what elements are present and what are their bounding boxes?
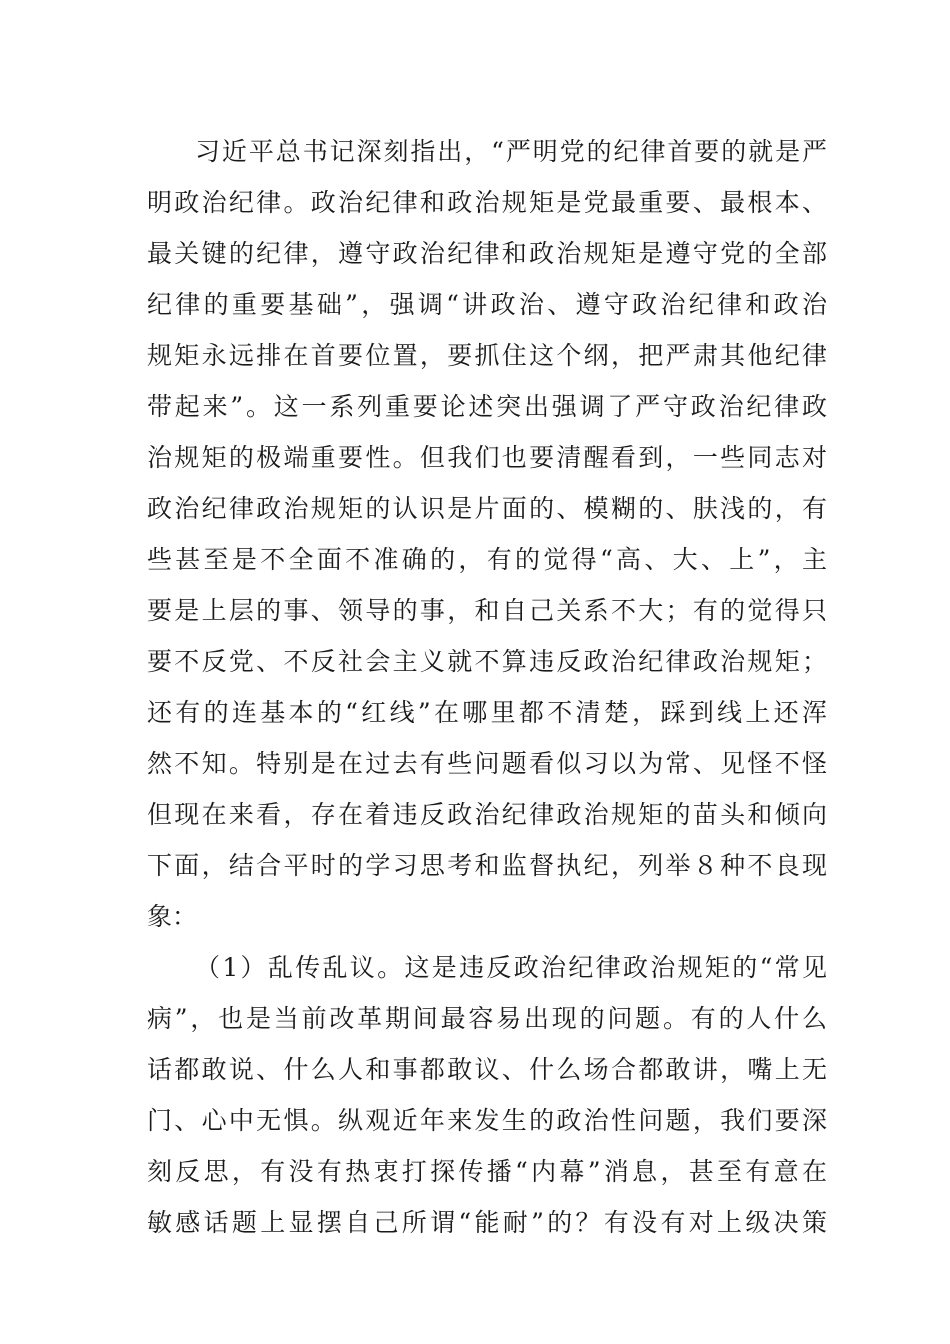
text-line: 带起来”。这一系列重要论述突出强调了严守政治纪律政 (147, 392, 827, 421)
text-line: 要是上层的事、领导的事，和自己关系不大；有的觉得只 (147, 596, 827, 625)
text-line: 下面，结合平时的学习思考和监督执纪，列举８种不良现 (147, 851, 827, 880)
text-line: 还有的连基本的“红线”在哪里都不清楚，踩到线上还浑 (147, 698, 827, 727)
text-line: 话都敢说、什么人和事都敢议、什么场合都敢讲，嘴上无 (147, 1055, 827, 1084)
text-line: （1）乱传乱议。这是违反政治纪律政治规矩的“常见 (195, 953, 827, 982)
text-line: 习近平总书记深刻指出，“严明党的纪律首要的就是严 (195, 137, 827, 166)
text-line: 规矩永远排在首要位置，要抓住这个纲，把严肃其他纪律 (147, 341, 827, 370)
text-line: 明政治纪律。政治纪律和政治规矩是党最重要、最根本、 (147, 188, 827, 217)
text-line: 政治纪律政治规矩的认识是片面的、模糊的、肤浅的，有 (147, 494, 827, 523)
text-line: 些甚至是不全面不准确的，有的觉得“高、大、上”，主 (147, 545, 827, 574)
text-line: 纪律的重要基础”，强调“讲政治、遵守政治纪律和政治 (147, 290, 827, 319)
text-line: 病”，也是当前改革期间最容易出现的问题。有的人什么 (147, 1004, 827, 1033)
text-line: 然不知。特别是在过去有些问题看似习以为常、见怪不怪 (147, 749, 827, 778)
text-line: 敏感话题上显摆自己所谓“能耐”的？有没有对上级决策 (147, 1208, 827, 1237)
text-line: 但现在来看，存在着违反政治纪律政治规矩的苗头和倾向 (147, 800, 827, 829)
text-line: 刻反思，有没有热衷打探传播“内幕”消息，甚至有意在 (147, 1157, 827, 1186)
text-line: 象： (147, 902, 198, 931)
text-line: 最关键的纪律，遵守政治纪律和政治规矩是遵守党的全部 (147, 239, 827, 268)
text-line: 治规矩的极端重要性。但我们也要清醒看到，一些同志对 (147, 443, 827, 472)
text-line: 要不反党、不反社会主义就不算违反政治纪律政治规矩； (147, 647, 827, 676)
text-line: 门、心中无惧。纵观近年来发生的政治性问题，我们要深 (147, 1106, 827, 1135)
